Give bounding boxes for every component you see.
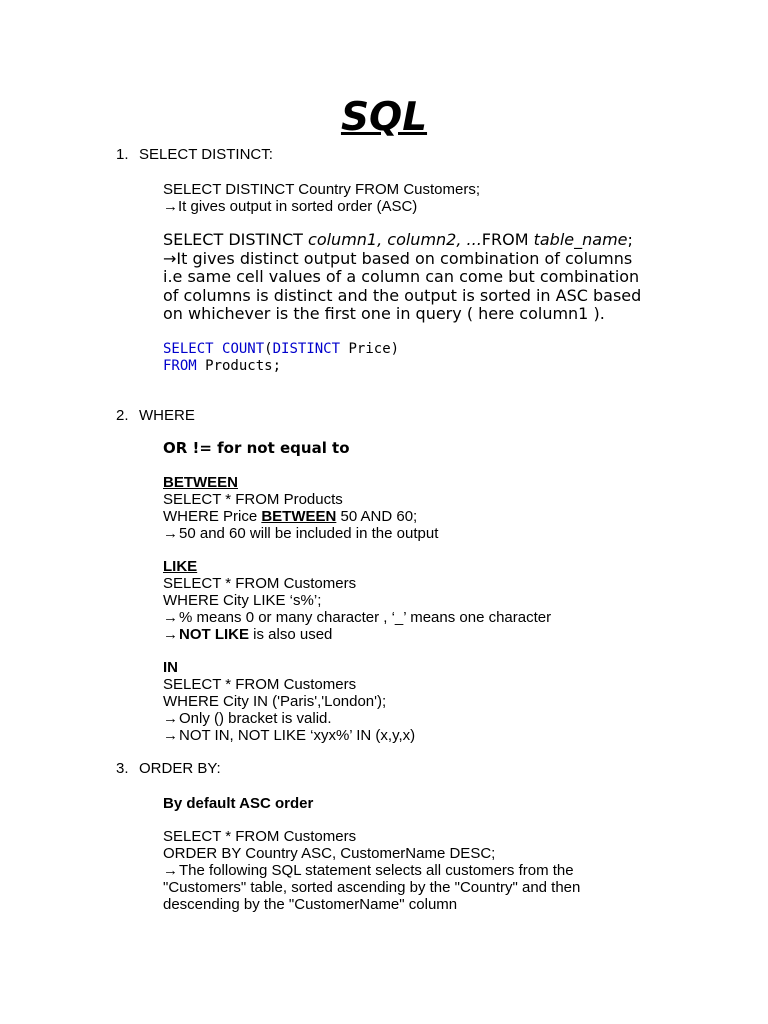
arrow-icon: → bbox=[163, 198, 178, 215]
query-part: ; bbox=[627, 230, 633, 249]
query-line: ORDER BY Country ASC, CustomerName DESC; bbox=[163, 845, 496, 862]
section-title: WHERE bbox=[139, 407, 195, 424]
select-distinct-example-2 bbox=[163, 231, 641, 324]
between-label: BETWEEN bbox=[163, 474, 238, 491]
explanation-line bbox=[163, 250, 641, 269]
arrow-icon: → bbox=[163, 525, 178, 542]
note-keyword: NOT LIKE bbox=[179, 626, 249, 643]
code-text: Price) bbox=[340, 341, 400, 357]
query-line: SELECT DISTINCT Country FROM Customers; bbox=[163, 181, 481, 198]
keyword: SELECT bbox=[163, 341, 214, 357]
in-block bbox=[163, 659, 415, 744]
explanation-line: i.e same cell values of a column can come but combination bbox=[163, 267, 640, 286]
query-line: SELECT * FROM Customers bbox=[163, 575, 357, 592]
explanation-line: of columns is distinct and the output is sorted in ASC based bbox=[163, 285, 642, 305]
code-line bbox=[163, 358, 399, 375]
query-columns: column1, column2, ... bbox=[308, 230, 482, 249]
query-line: WHERE City LIKE ‘s%’; bbox=[163, 592, 322, 609]
note-text: % means 0 or many character , ‘_’ means one character bbox=[179, 609, 552, 626]
note-line bbox=[163, 525, 438, 542]
select-distinct-example-1 bbox=[163, 181, 480, 215]
arrow-icon: → bbox=[163, 609, 178, 626]
query-line bbox=[163, 231, 641, 250]
query-keyword: BETWEEN bbox=[261, 508, 337, 525]
explanation-line: on whichever is the first one in query ( here column1 ). bbox=[163, 304, 605, 323]
section-number: 2. bbox=[116, 407, 129, 424]
default-order-note: By default ASC order bbox=[163, 795, 314, 812]
section-heading-where bbox=[116, 407, 195, 424]
arrow-icon: → bbox=[163, 248, 177, 268]
section-title: ORDER BY: bbox=[139, 760, 221, 777]
explanation-text: The following SQL statement selects all customers from the bbox=[179, 862, 574, 879]
query-part: FROM bbox=[481, 230, 534, 249]
like-label: LIKE bbox=[163, 558, 198, 575]
arrow-icon: → bbox=[163, 862, 178, 879]
section-heading-order-by bbox=[116, 760, 221, 777]
not-equal-note: OR != for not equal to bbox=[163, 439, 350, 457]
code-text: ( bbox=[264, 341, 273, 357]
section-number: 1. bbox=[116, 146, 129, 163]
note-line bbox=[163, 198, 480, 215]
note-text: is also used bbox=[249, 626, 333, 643]
order-by-block bbox=[163, 828, 580, 913]
arrow-icon: → bbox=[163, 710, 178, 727]
note-text: It gives output in sorted order (ASC) bbox=[178, 198, 418, 215]
section-title: SELECT DISTINCT: bbox=[139, 146, 273, 163]
explanation-line: descending by the "CustomerName" column bbox=[163, 896, 458, 913]
page-title: SQL bbox=[340, 95, 428, 140]
keyword: DISTINCT bbox=[272, 341, 341, 357]
arrow-icon: → bbox=[163, 626, 178, 643]
query-line bbox=[163, 508, 438, 525]
query-line: SELECT * FROM Products bbox=[163, 491, 343, 508]
arrow-icon: → bbox=[163, 727, 178, 744]
code-text: Products; bbox=[196, 357, 282, 374]
between-block bbox=[163, 474, 438, 542]
explanation-line bbox=[163, 862, 580, 879]
code-block-count-distinct bbox=[163, 341, 399, 374]
in-label: IN bbox=[163, 659, 178, 676]
note-line bbox=[163, 609, 551, 626]
note-line bbox=[163, 727, 415, 744]
section-number: 3. bbox=[116, 760, 129, 777]
note-text: 50 and 60 will be included in the output bbox=[179, 525, 439, 542]
note-text: Only () bracket is valid. bbox=[179, 710, 332, 727]
query-part: SELECT DISTINCT bbox=[163, 230, 309, 249]
explanation-text: It gives distinct output based on combination of columns bbox=[176, 248, 633, 268]
note-line bbox=[163, 710, 415, 727]
keyword: FROM bbox=[163, 357, 197, 374]
like-block bbox=[163, 558, 551, 643]
code-line bbox=[163, 341, 399, 358]
note-text: NOT IN, NOT LIKE ‘xyx%’ IN (x,y,x) bbox=[179, 727, 416, 744]
section-heading-select-distinct bbox=[116, 146, 273, 163]
query-line: SELECT * FROM Customers bbox=[163, 828, 357, 845]
note-line bbox=[163, 626, 551, 643]
query-part: 50 AND 60; bbox=[336, 508, 418, 525]
explanation-line: "Customers" table, sorted ascending by the "Country" and then bbox=[163, 879, 581, 896]
query-table: table_name bbox=[533, 230, 628, 249]
query-part: WHERE Price bbox=[163, 508, 262, 525]
query-line: SELECT * FROM Customers bbox=[163, 676, 357, 693]
query-line: WHERE City IN ('Paris','London'); bbox=[163, 693, 387, 710]
keyword: COUNT bbox=[222, 341, 265, 357]
